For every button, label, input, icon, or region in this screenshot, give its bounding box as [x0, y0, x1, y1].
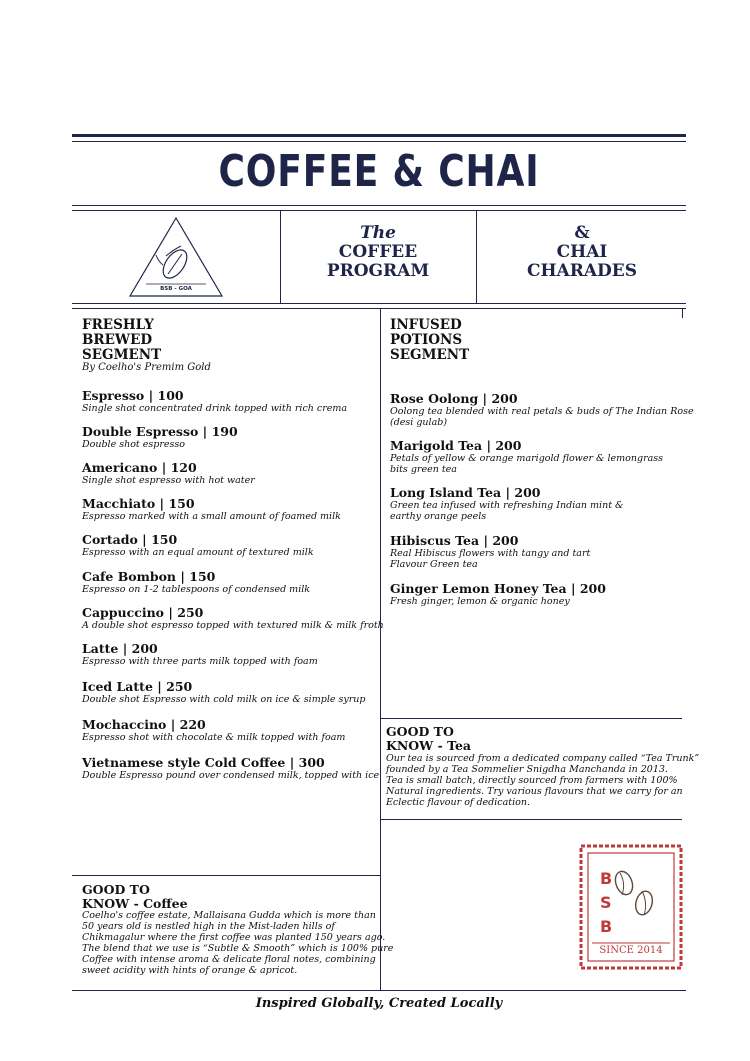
charades-word: CHARADES [526, 261, 638, 281]
coffee-program-heading [282, 224, 474, 281]
top-rule-thick [72, 134, 686, 137]
menu-item: Double Espresso | 190 Double shot espresso [82, 424, 238, 450]
coffee-program-the: The [360, 223, 396, 243]
gtk-coffee-top-rule [72, 875, 380, 876]
logo-text: BSB - GOA [160, 286, 192, 292]
column-divider [380, 308, 381, 990]
band-divider-2 [476, 210, 477, 303]
menu-item: Marigold Tea | 200 Petals of yellow & orange marigold flower & lemongrass bits green tea [390, 438, 664, 475]
stamp-letter-s: S [600, 893, 612, 912]
menu-item: Rose Oolong | 200 Oolong tea blended with real petals & buds of The Indian Rose (desi gulab) [390, 391, 694, 428]
stamp-letter-b1: B [600, 869, 613, 888]
right-border [682, 308, 683, 318]
gtk-tea-title: GOOD TO KNOW - Tea [386, 724, 472, 753]
bottom-rule [72, 990, 686, 991]
band-bottom-rule-2 [72, 308, 686, 309]
menu-item: Latte | 200 Espresso with three parts milk topped with foam [82, 641, 318, 667]
gtk-tea-top-rule [380, 718, 682, 719]
stamp-since: SINCE 2014 [599, 945, 663, 956]
menu-item: Mochaccino | 220 Espresso shot with chocolate & milk topped with foam [82, 717, 346, 743]
menu-item: Long Island Tea | 200 Green tea infused with refreshing Indian mint & earthy orange peels [390, 485, 624, 522]
gtk-tea-body: Our tea is sourced from a dedicated company called “Tea Trunk” founded by a Tea Sommelier Snigdha Manchanda in 2013. Tea is small batch, directly sourced from farmers with 100% Natural ingredients. Try various flavours that we carry for an Eclectic flavour of dedication. [386, 753, 700, 808]
menu-item: Iced Latte | 250 Double shot Espresso with cold milk on ice & simple syrup [82, 679, 366, 705]
menu-item: Cappuccino | 250 A double shot espresso topped with textured milk & milk froth [82, 605, 384, 631]
gtk-coffee-title: GOOD TO KNOW - Coffee [82, 882, 188, 911]
footer-tagline: Inspired Globally, Created Locally [255, 996, 503, 1011]
coffee-section-subtitle: By Coelho's Premim Gold [82, 362, 211, 373]
tea-section-heading: INFUSED POTIONS SEGMENT [390, 317, 470, 363]
top-rule-thin [72, 141, 686, 142]
chai-charades-heading [478, 224, 686, 281]
coffee-program-program: PROGRAM [326, 261, 430, 281]
page-title: COFFEE & CHAI [218, 146, 540, 197]
menu-item: Ginger Lemon Honey Tea | 200 Fresh ginger, lemon & organic honey [390, 581, 606, 607]
chai-word: CHAI [556, 242, 608, 262]
band-top-rule-2 [72, 210, 686, 211]
menu-item: Cafe Bombon | 150 Espresso on 1-2 tablespoons of condensed milk [82, 569, 311, 595]
bsb-goa-logo [128, 216, 224, 298]
menu-item: Macchiato | 150 Espresso marked with a small amount of foamed milk [82, 496, 341, 522]
gtk-tea-bottom-rule [380, 819, 682, 820]
stamp-letter-b2: B [600, 917, 613, 936]
gtk-coffee-body: Coelho's coffee estate, Mallaisana Gudda which is more than 50 years old is nestled high in the Mist-laden hills of Chikmagalur where the first coffee was planted 150 years ago. The blend that we use is “Subtle & Smooth” which is 100% pure Coffee with intense aroma & delicate floral notes, combining sweet acidity with hints of orange & apricot. [82, 910, 394, 976]
band-divider-1 [280, 210, 281, 303]
menu-item: Espresso | 100 Single shot concentrated drink topped with rich crema [82, 388, 348, 414]
coffee-program-word: COFFEE [338, 242, 418, 262]
band-bottom-rule [72, 303, 686, 304]
bsb-stamp [578, 843, 684, 971]
coffee-section-heading: FRESHLY BREWED SEGMENT [82, 317, 162, 363]
chai-ampersand: & [574, 223, 590, 243]
menu-item: Hibiscus Tea | 200 Real Hibiscus flowers with tangy and tart Flavour Green tea [390, 533, 591, 570]
band-top-rule [72, 205, 686, 206]
menu-item: Americano | 120 Single shot espresso with hot water [82, 460, 255, 486]
menu-item: Vietnamese style Cold Coffee | 300 Double Espresso pound over condensed milk, topped with ice [82, 755, 380, 781]
menu-item: Cortado | 150 Espresso with an equal amount of textured milk [82, 532, 314, 558]
